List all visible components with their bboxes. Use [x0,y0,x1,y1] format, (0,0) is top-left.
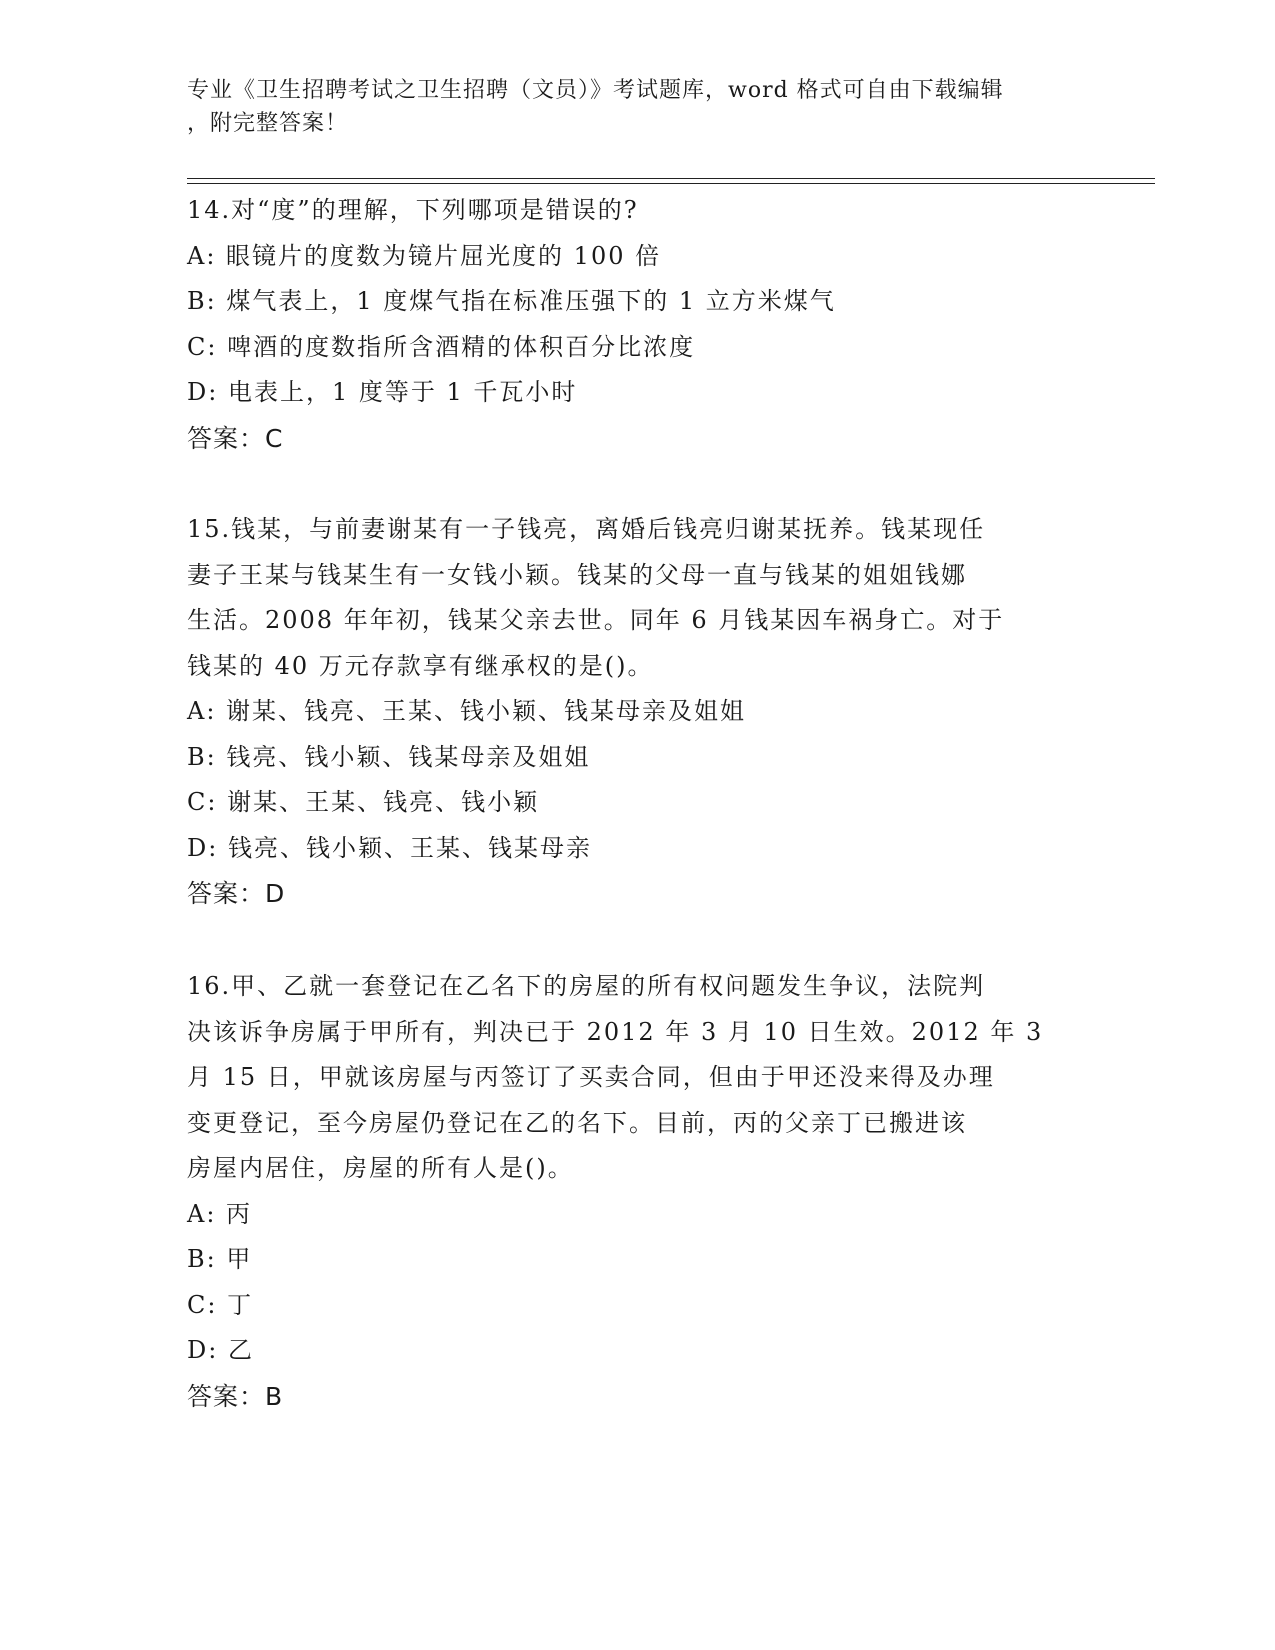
header-line-1: 专业《卫生招聘考试之卫生招聘（文员）》考试题库，word 格式可自由下载编辑 [187,78,1004,103]
question-stem-line: 生活。2008 年年初，钱某父亲去世。同年 6 月钱某因车祸身亡。对于 [187,606,1005,634]
option-d: D: 钱亮、钱小颖、王某、钱某母亲 [187,833,592,862]
option-b: B: 甲 [187,1245,253,1273]
header-rule-bottom [187,183,1155,184]
answer-line: 答案：C [187,423,284,453]
header-line-2: ，附完整答案！ [187,111,349,136]
answer-line: 答案：B [187,1381,284,1411]
document-header [187,74,1067,140]
question-16 [187,964,1087,1419]
question-stem-line: 妻子王某与钱某生有一女钱小颖。钱某的父母一直与钱某的姐姐钱娜 [187,560,967,589]
question-stem-line: 钱某的 40 万元存款享有继承权的是()。 [187,651,654,680]
header-rule-top [187,178,1155,179]
option-d: D: 电表上，1 度等于 1 千瓦小时 [187,378,578,406]
option-b: B: 煤气表上，1 度煤气指在标准压强下的 1 立方米煤气 [187,287,836,315]
question-stem-line: 16.甲、乙就一套登记在乙名下的房屋的所有权问题发生争议，法院判 [187,972,986,1000]
question-stem-line: 月 15 日，甲就该房屋与丙签订了买卖合同，但由于甲还没来得及办理 [187,1063,995,1091]
answer-line: 答案：D [187,879,286,908]
option-b: B: 钱亮、钱小颖、钱某母亲及姐姐 [187,742,591,771]
option-c: C: 丁 [187,1290,254,1319]
option-c: C: 啤酒的度数指所含酒精的体积百分比浓度 [187,332,696,361]
question-stem-line: 14.对“度”的理解，下列哪项是错误的? [187,196,639,224]
option-a: A: 眼镜片的度数为镜片屈光度的 100 倍 [187,241,662,270]
option-a: A: 谢某、钱亮、王某、钱小颖、钱某母亲及姐姐 [187,697,747,725]
question-stem-line: 15.钱某，与前妻谢某有一子钱亮，离婚后钱亮归谢某抚养。钱某现任 [187,515,986,543]
question-stem-line: 决该诉争房属于甲所有，判决已于 2012 年 3 月 10 日生效。2012 年 3 [187,1017,1044,1046]
option-a: A: 丙 [187,1199,253,1228]
question-14 [187,188,1087,461]
question-stem-line: 房屋内居住，房屋的所有人是()。 [187,1154,574,1182]
question-15 [187,507,1087,917]
option-c: C: 谢某、王某、钱亮、钱小颖 [187,788,540,816]
option-d: D: 乙 [187,1336,254,1364]
question-stem-line: 变更登记，至今房屋仍登记在乙的名下。目前，丙的父亲丁已搬进该 [187,1108,967,1137]
